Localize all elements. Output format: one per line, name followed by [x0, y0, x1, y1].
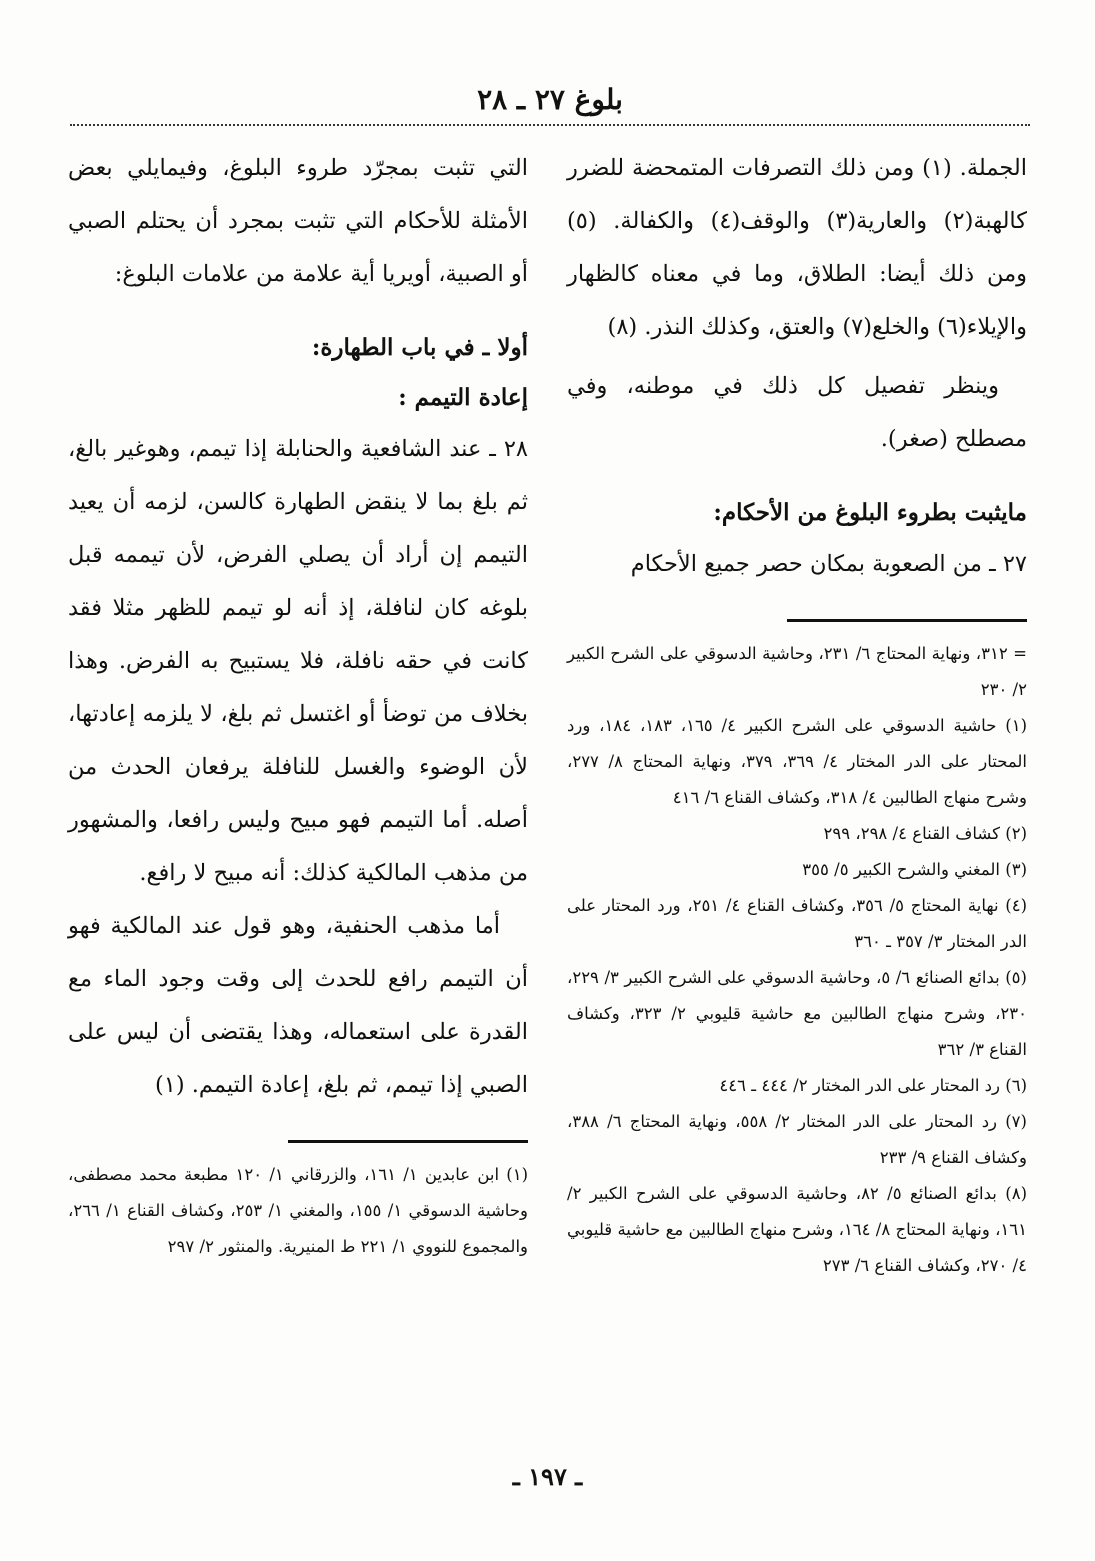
right-column — [567, 142, 1027, 1284]
right-paragraph-1: الجملة. (١) ومن ذلك التصرفات المتمحضة للضرر كالهبة(٢) والعارية(٣) والوقف(٤) والكفالة. (٥) ومن ذلك أيضا: الطلاق، وما في معناه كالظهار والإيلاء(٦) والخلع(٧) والعتق، وكذلك النذر. (٨) — [567, 155, 1027, 340]
footnote-divider — [288, 1140, 528, 1143]
footnote: (٤) نهاية المحتاج ٥/ ٣٥٦، وكشاف القناع ٤/ ٢٥١، ورد المحتار على الدر المختار ٣/ ٣٥٧ ـ ٣٦٠ — [567, 896, 1028, 951]
left-paragraph-2: ٢٨ ـ عند الشافعية والحنابلة إذا تيمم، وهوغير بالغ، ثم بلغ بما لا ينقض الطهارة كالسن، لزمه أن يعيد التيمم إن أراد أن يصلي الفرض، لأن تيممه قبل بلوغه كان لنافلة، إذ أنه لو تيمم للظهر مثلا فقد كانت في حقه نافلة، فلا يستبيح به الفرض. وهذا بخلاف من توضأ أو اغتسل ثم بلغ، لا يلزمه إعادتها، لأن الوضوء والغسل للنافلة يرفعان الحدث من أصله. أما التيمم فهو مبيح وليس رافعا، والمشهور من مذهب المالكية كذلك: أنه مبيح لا رافع. — [68, 436, 528, 886]
left-column — [68, 142, 528, 1265]
left-paragraph-1: التي تثبت بمجرّد طروء البلوغ، وفيمايلي بعض الأمثلة للأحكام التي تثبت بمجرد أن يحتلم الصبي أو الصبية، أويريا أية علامة من علامات البلوغ: — [68, 155, 528, 287]
footnote: (٨) بدائع الصنائع ٥/ ٨٢، وحاشية الدسوقي على الشرح الكبير ٢/ ١٦١، ونهاية المحتاج ٨/ ١٦٤، وشرح منهاج الطالبين مع حاشية قليوبي ٤/ ٢٧٠، وكشاف القناع ٦/ ٢٧٣ — [567, 1184, 1028, 1275]
footnote: = ٣١٢، ونهاية المحتاج ٦/ ٢٣١، وحاشية الدسوقي على الشرح الكبير ٢/ ٢٣٠ — [567, 644, 1028, 699]
left-subheading: إعادة التيمم : — [398, 384, 528, 411]
header-divider — [70, 124, 1030, 126]
left-section-heading: أولا ـ في باب الطهارة: — [311, 334, 528, 361]
footnote: (١) ابن عابدين ١/ ١٦١، والزرقاني ١/ ١٢٠ مطبعة محمد مصطفى، وحاشية الدسوقي ١/ ١٥٥، والمغني ١/ ٢٥٣، وكشاف القناع ١/ ٢٦٦، والمجموع للنووي ١/ ٢٢١ ط المنيرية. والمنثور ٢/ ٢٩٧ — [68, 1165, 529, 1256]
page-number: ـ ١٩٧ ـ — [512, 1462, 583, 1491]
page-title: بلوغ ٢٧ ـ ٢٨ — [477, 83, 623, 116]
footnote: (١) حاشية الدسوقي على الشرح الكبير ٤/ ١٦٥، ١٨٣، ١٨٤، ورد المحتار على الدر المختار ٤/ ٣٦٩، ٣٧٩، ونهاية المحتاج ٨/ ٢٧٧، وشرح منهاج الطالبين ٤/ ٣١٨، وكشاف القناع ٦/ ٤١٦ — [567, 716, 1028, 807]
footnote: (٣) المغني والشرح الكبير ٥/ ٣٥٥ — [802, 860, 1027, 879]
right-paragraph-2: وينظر تفصيل كل ذلك في موطنه، وفي مصطلح (صغر). — [567, 373, 1027, 452]
footnote: (٧) رد المحتار على الدر المختار ٢/ ٥٥٨، ونهاية المحتاج ٦/ ٣٨٨، وكشاف القناع ٩/ ٢٣٣ — [567, 1112, 1027, 1167]
footnote: (٢) كشاف القناع ٤/ ٢٩٨، ٢٩٩ — [823, 824, 1027, 843]
footnote: (٦) رد المحتار على الدر المختار ٢/ ٤٤٤ ـ ٤٤٦ — [719, 1076, 1027, 1095]
footnote-divider — [787, 619, 1027, 622]
page-header — [70, 78, 1030, 122]
footnote: (٥) بدائع الصنائع ٦/ ٥، وحاشية الدسوقي على الشرح الكبير ٣/ ٢٢٩، ٢٣٠، وشرح منهاج الطالبين مع حاشية قليوبي ٢/ ٣٢٣، وكشاف القناع ٣/ ٣٦٢ — [567, 968, 1027, 1059]
left-paragraph-3: أما مذهب الحنفية، وهو قول عند المالكية فهو أن التيمم رافع للحدث إلى وقت وجود الماء مع القدرة على استعماله، وهذا يقتضى أن ليس على الصبي إذا تيمم، ثم بلغ، إعادة التيمم. (١) — [68, 913, 528, 1098]
right-paragraph-3: ٢٧ ـ من الصعوبة بمكان حصر جميع الأحكام — [630, 551, 1027, 577]
right-section-heading: مايثبت بطروء البلوغ من الأحكام: — [713, 499, 1027, 526]
